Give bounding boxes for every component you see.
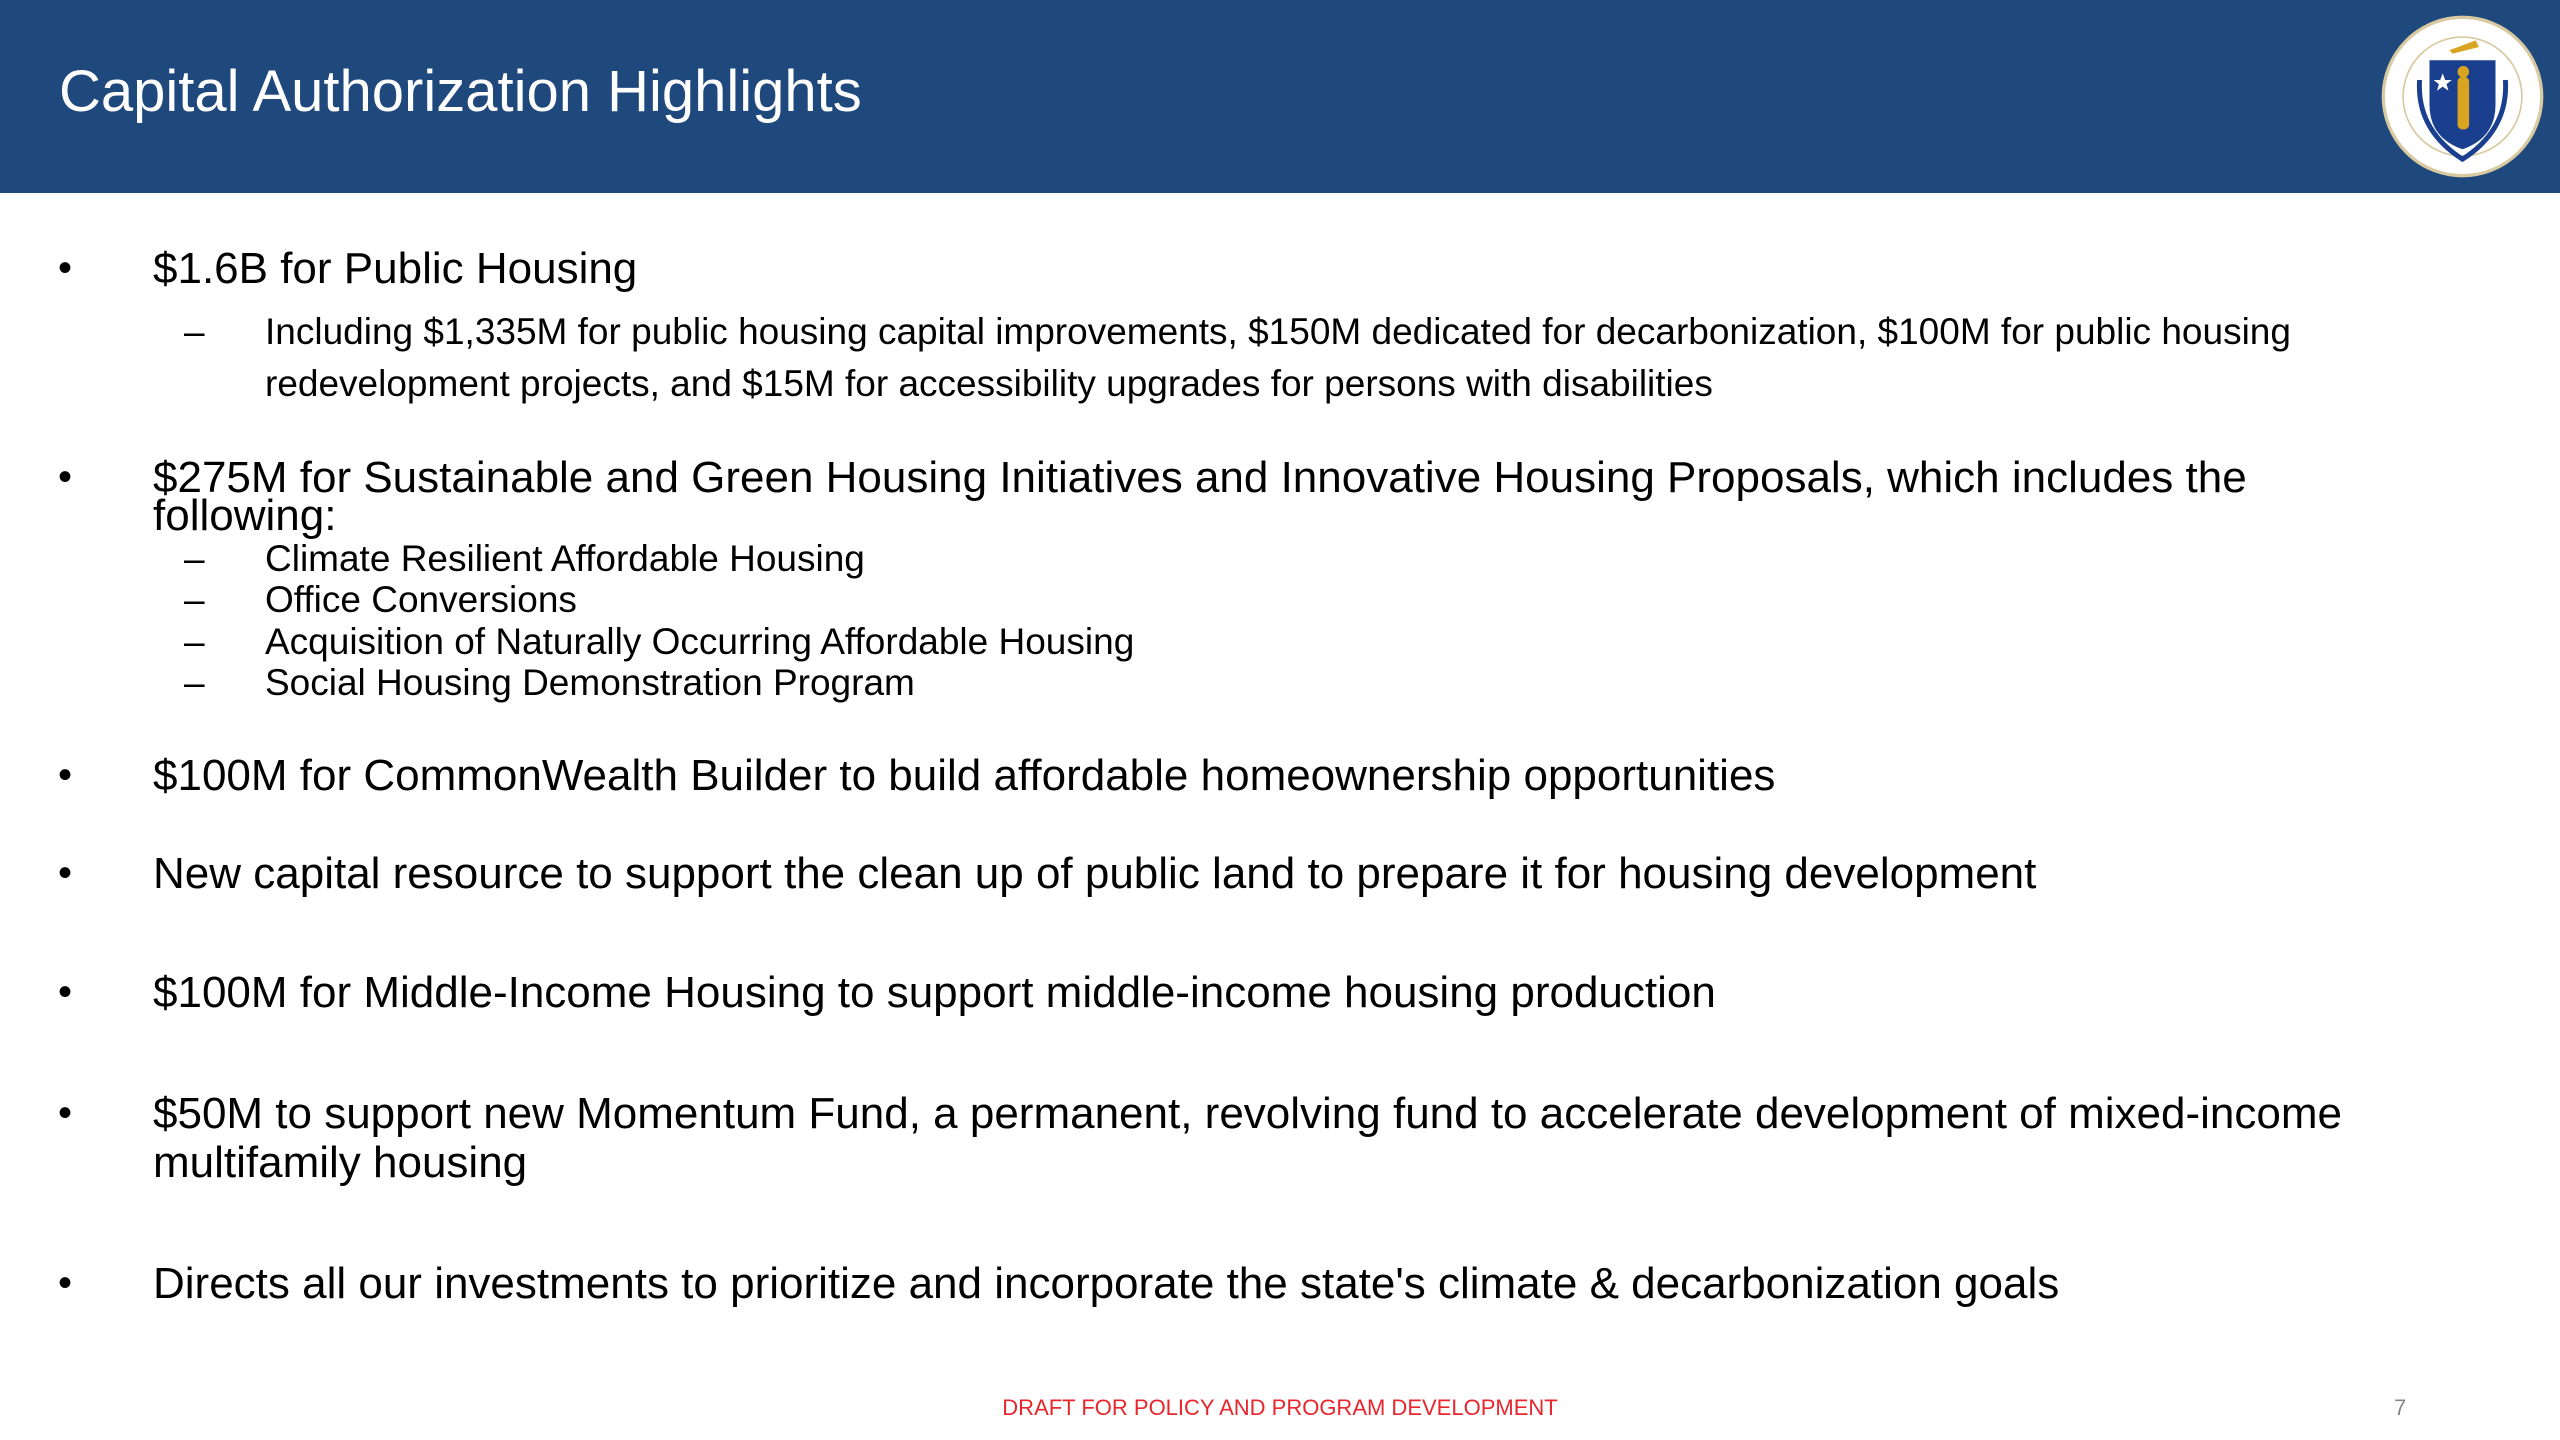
draft-footer: DRAFT FOR POLICY AND PROGRAM DEVELOPMENT xyxy=(1002,1395,1558,1420)
sub-item-text: Social Housing Demonstration Program xyxy=(265,662,915,703)
bullet-climate-goals: Directs all our investments to prioritize and incorporate the state's climate & decarbonization goals xyxy=(153,1259,2060,1308)
bullet-public-land: New capital resource to support the clean up of public land to prepare it for housing development xyxy=(153,849,2037,898)
page-number: 7 xyxy=(2394,1395,2407,1420)
bullet-public-housing: $1.6B for Public Housing xyxy=(153,244,638,293)
bullet-icon: • xyxy=(58,246,73,290)
sub-item-text: Acquisition of Naturally Occurring Affordable Housing xyxy=(265,621,1135,662)
dash-icon: – xyxy=(184,662,205,703)
header-bar xyxy=(0,0,2560,193)
dash-icon: – xyxy=(184,311,205,352)
bullet-commonwealth-builder: $100M for CommonWealth Builder to build affordable homeownership opportunities xyxy=(153,751,1776,800)
bullet-momentum-fund: $50M to support new Momentum Fund, a permanent, revolving fund to accelerate development of mixed-income xyxy=(153,1089,2342,1138)
bullet-continuation: following: xyxy=(153,491,337,540)
bullet-icon: • xyxy=(58,1091,73,1135)
sub-item-text: redevelopment projects, and $15M for accessibility upgrades for persons with disabilities xyxy=(265,363,1713,404)
dash-icon: – xyxy=(184,621,205,662)
bullet-middle-income: $100M for Middle-Income Housing to support middle-income housing production xyxy=(153,968,1716,1017)
sub-item-text: Climate Resilient Affordable Housing xyxy=(265,538,865,579)
page-title: Capital Authorization Highlights xyxy=(59,59,862,124)
bullet-icon: • xyxy=(58,753,73,797)
massachusetts-seal-logo xyxy=(2380,14,2545,179)
bullet-icon: • xyxy=(58,1261,73,1305)
sub-item-text: Office Conversions xyxy=(265,579,577,620)
bullet-icon: • xyxy=(58,851,73,895)
dash-icon: – xyxy=(184,538,205,579)
bullet-icon: • xyxy=(58,455,73,499)
bullet-icon: • xyxy=(58,970,73,1014)
bullet-continuation: multifamily housing xyxy=(153,1138,528,1187)
sub-item-text: Including $1,335M for public housing capital improvements, $150M dedicated for decarbonization, $100M for public housing xyxy=(265,311,2291,352)
bullet-sustainable-green-housing: $275M for Sustainable and Green Housing Initiatives and Innovative Housing Proposals, which includes the xyxy=(153,453,2247,502)
dash-icon: – xyxy=(184,579,205,620)
